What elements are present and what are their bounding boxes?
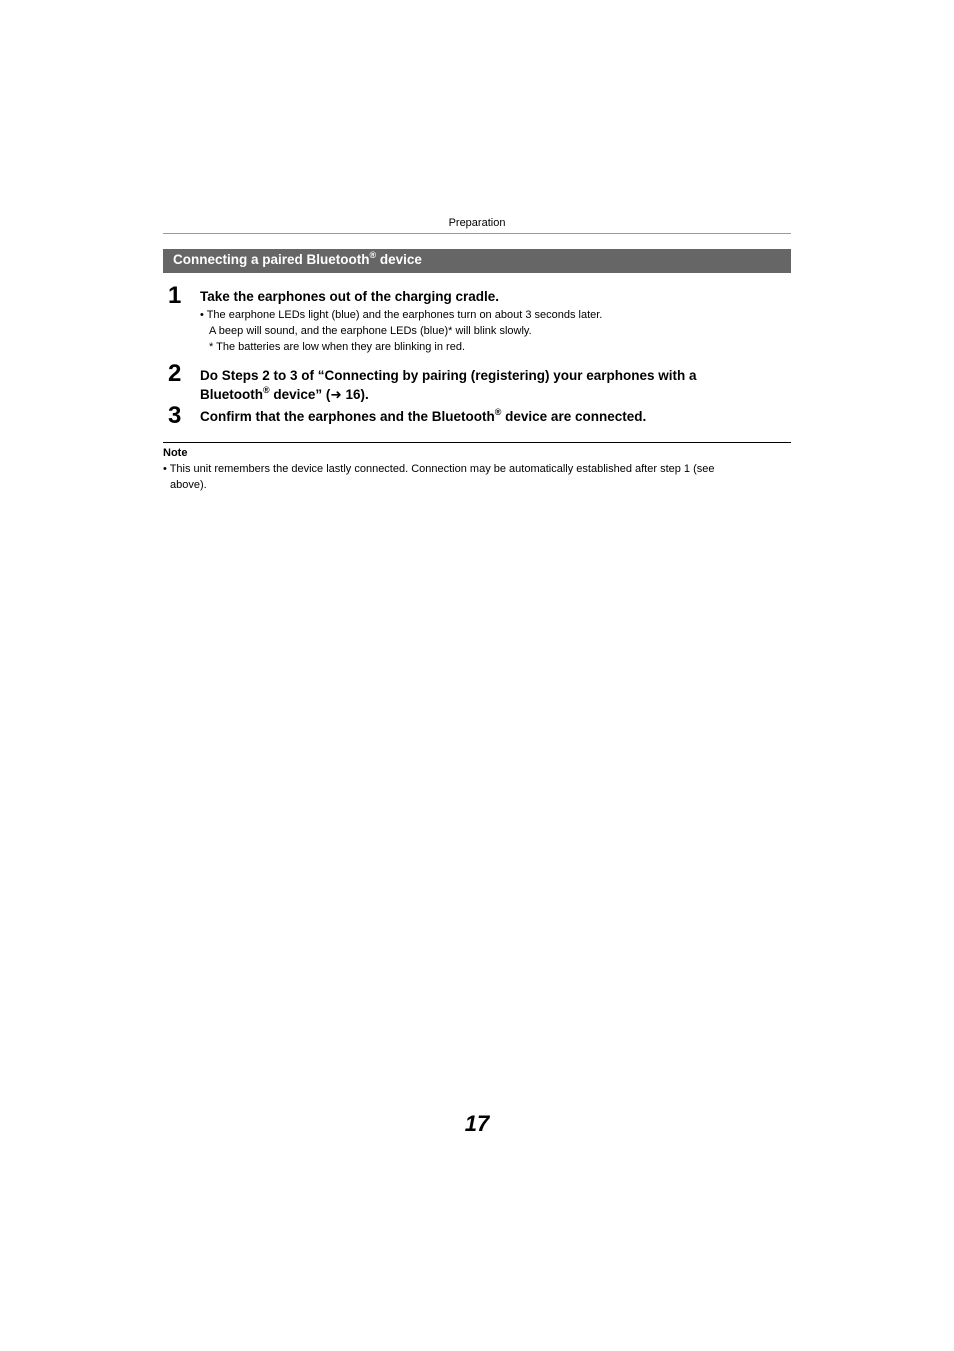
- step-3-text-b: device are connected.: [501, 409, 647, 424]
- note-line-2: above).: [170, 479, 207, 491]
- step-2-text-line-1: Do Steps 2 to 3 of “Connecting by pairing (registering) your earphones with a: [200, 368, 697, 383]
- registered-mark: ®: [494, 406, 502, 417]
- step-2-text-line-2: [200, 385, 780, 404]
- step-2-text: [200, 366, 780, 404]
- step-2-reference: device” (➜ 16).: [269, 387, 369, 402]
- note-divider: [163, 442, 791, 443]
- note-body: [163, 461, 788, 493]
- note-title: Note: [163, 447, 188, 459]
- section-heading: [163, 249, 791, 273]
- step-1-number: 1: [168, 282, 182, 309]
- section-heading-text: Connecting a paired Bluetooth: [173, 252, 370, 267]
- section-heading-suffix: device: [376, 252, 422, 267]
- step-1-detail-2: A beep will sound, and the earphone LEDs (blue)* will blink slowly.: [209, 325, 532, 337]
- note-line-1: • This unit remembers the device lastly connected. Connection may be automatically established after step 1 (see: [163, 463, 715, 475]
- step-3-text: [200, 407, 780, 426]
- registered-mark: ®: [369, 249, 377, 260]
- step-1-footnote: * The batteries are low when they are blinking in red.: [209, 341, 465, 353]
- header-divider: [163, 233, 791, 234]
- running-header: Preparation: [448, 217, 506, 229]
- registered-mark: ®: [263, 384, 270, 395]
- step-3-number: 3: [168, 402, 182, 429]
- page-number: 17: [464, 1111, 490, 1136]
- step-1-text: Take the earphones out of the charging cradle.: [200, 289, 500, 304]
- step-2-bluetooth: Bluetooth: [200, 387, 263, 402]
- step-1-detail-1: • The earphone LEDs light (blue) and the earphones turn on about 3 seconds later.: [200, 309, 603, 321]
- step-3-text-a: Confirm that the earphones and the Bluetooth: [200, 409, 495, 424]
- step-2-number: 2: [168, 360, 182, 387]
